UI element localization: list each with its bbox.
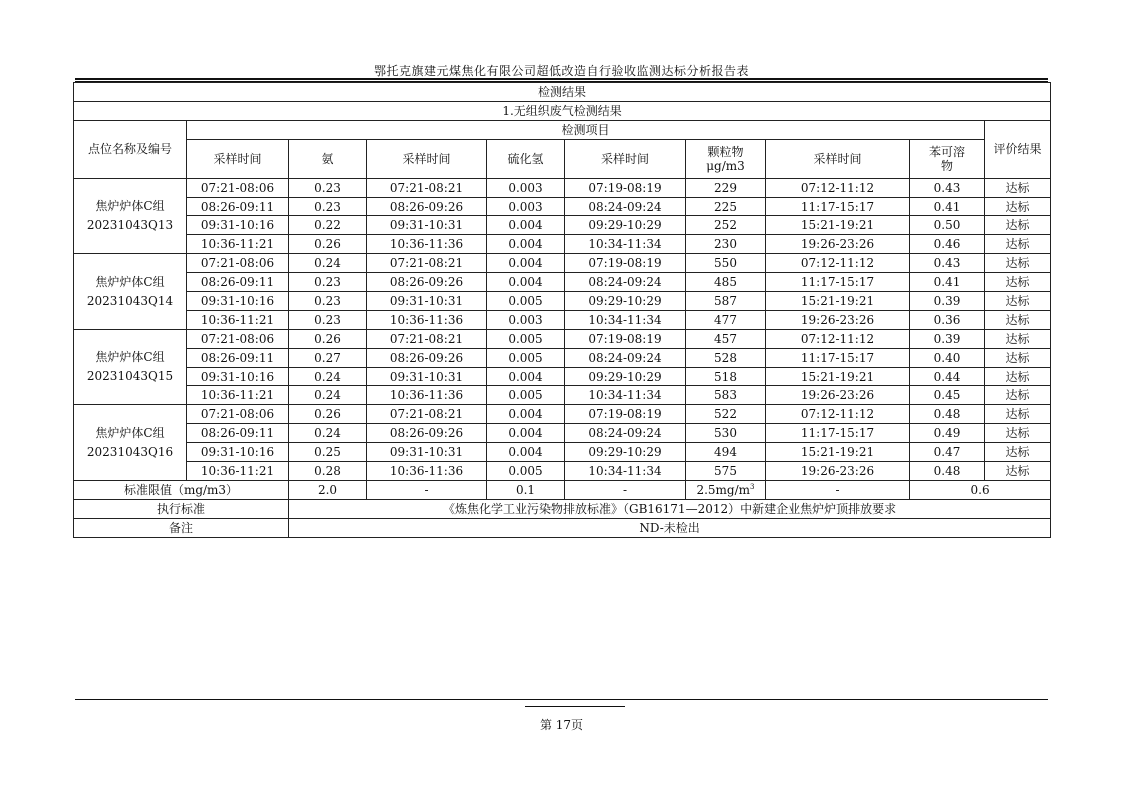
sample-time-ammonia: 10:36-11:21 xyxy=(187,235,289,254)
h2s-value: 0.004 xyxy=(487,443,565,462)
sample-time-pm: 09:29-10:29 xyxy=(565,292,686,311)
ammonia-value: 0.26 xyxy=(289,329,367,348)
benzene-solubles-value: 0.45 xyxy=(910,386,985,405)
sample-time-pm: 10:34-11:34 xyxy=(565,462,686,481)
point-name: 焦炉炉体C组 xyxy=(95,274,165,289)
limit-h2s: 0.1 xyxy=(487,480,565,499)
col-header-sample-time: 采样时间 xyxy=(766,139,910,178)
eval-result: 达标 xyxy=(985,329,1051,348)
ammonia-value: 0.23 xyxy=(289,178,367,197)
sample-time-benzene: 11:17-15:17 xyxy=(766,348,910,367)
table-row xyxy=(74,310,1051,329)
sample-time-h2s: 10:36-11:36 xyxy=(367,462,487,481)
pm-value: 522 xyxy=(686,405,766,424)
sample-time-h2s: 08:26-09:26 xyxy=(367,273,487,292)
section-title-row xyxy=(74,83,1051,102)
ammonia-value: 0.26 xyxy=(289,405,367,424)
table-row xyxy=(74,197,1051,216)
h2s-value: 0.004 xyxy=(487,367,565,386)
h2s-value: 0.004 xyxy=(487,235,565,254)
sample-time-ammonia: 08:26-09:11 xyxy=(187,197,289,216)
pm-value: 485 xyxy=(686,273,766,292)
sample-time-ammonia: 09:31-10:16 xyxy=(187,216,289,235)
limit-dash: - xyxy=(565,480,686,499)
table-row xyxy=(74,235,1051,254)
ammonia-value: 0.23 xyxy=(289,197,367,216)
col-header-ammonia: 氨 xyxy=(289,139,367,178)
table-row xyxy=(74,178,1051,197)
sample-time-pm: 09:29-10:29 xyxy=(565,216,686,235)
sample-time-pm: 08:24-09:24 xyxy=(565,273,686,292)
sample-time-pm: 07:19-08:19 xyxy=(565,178,686,197)
h2s-value: 0.005 xyxy=(487,348,565,367)
h2s-value: 0.005 xyxy=(487,462,565,481)
header-row-1 xyxy=(74,120,1051,139)
sample-time-ammonia: 07:21-08:06 xyxy=(187,329,289,348)
footer-short-rule xyxy=(525,706,625,707)
sample-time-h2s: 10:36-11:36 xyxy=(367,235,487,254)
results-table xyxy=(73,82,1051,538)
standard-value: 《炼焦化学工业污染物排放标准》（GB16171—2012）中新建企业焦炉炉顶排放要求 xyxy=(289,499,1051,518)
sample-time-ammonia: 10:36-11:21 xyxy=(187,386,289,405)
benzene-solubles-value: 0.36 xyxy=(910,310,985,329)
point-cell xyxy=(74,329,187,405)
h2s-value: 0.004 xyxy=(487,405,565,424)
sample-time-benzene: 15:21-19:21 xyxy=(766,216,910,235)
eval-result: 达标 xyxy=(985,386,1051,405)
sample-time-pm: 08:24-09:24 xyxy=(565,348,686,367)
eval-result: 达标 xyxy=(985,254,1051,273)
benzene-solubles-value: 0.41 xyxy=(910,273,985,292)
pm-value: 252 xyxy=(686,216,766,235)
sample-time-h2s: 08:26-09:26 xyxy=(367,197,487,216)
point-code: 20231043Q15 xyxy=(86,369,174,384)
sample-time-h2s: 08:26-09:26 xyxy=(367,424,487,443)
sample-time-h2s: 07:21-08:21 xyxy=(367,254,487,273)
table-row xyxy=(74,367,1051,386)
table-row xyxy=(74,462,1051,481)
table-row xyxy=(74,273,1051,292)
sample-time-ammonia: 09:31-10:16 xyxy=(187,443,289,462)
ammonia-value: 0.22 xyxy=(289,216,367,235)
benzene-solubles-value: 0.43 xyxy=(910,254,985,273)
sample-time-h2s: 10:36-11:36 xyxy=(367,310,487,329)
limit-row xyxy=(74,480,1051,499)
point-cell xyxy=(74,178,187,254)
benzene-solubles-value: 0.41 xyxy=(910,197,985,216)
sample-time-pm: 09:29-10:29 xyxy=(565,443,686,462)
footer-rule xyxy=(75,699,1048,700)
sample-time-pm: 07:19-08:19 xyxy=(565,329,686,348)
sample-time-ammonia: 10:36-11:21 xyxy=(187,462,289,481)
col-header-pm-unit: μg/m3 xyxy=(706,158,745,173)
h2s-value: 0.004 xyxy=(487,216,565,235)
col-header-h2s: 硫化氢 xyxy=(487,139,565,178)
pm-value: 583 xyxy=(686,386,766,405)
standard-label: 执行标准 xyxy=(74,499,289,518)
limit-benzene: 0.6 xyxy=(910,480,1051,499)
sample-time-pm: 07:19-08:19 xyxy=(565,254,686,273)
sample-time-h2s: 09:31-10:31 xyxy=(367,367,487,386)
limit-pm-superscript: 3 xyxy=(750,482,755,491)
sample-time-pm: 10:34-11:34 xyxy=(565,235,686,254)
h2s-value: 0.005 xyxy=(487,329,565,348)
benzene-solubles-value: 0.48 xyxy=(910,462,985,481)
sample-time-ammonia: 08:26-09:11 xyxy=(187,273,289,292)
sample-time-pm: 09:29-10:29 xyxy=(565,367,686,386)
ammonia-value: 0.26 xyxy=(289,235,367,254)
h2s-value: 0.003 xyxy=(487,178,565,197)
sample-time-pm: 08:24-09:24 xyxy=(565,197,686,216)
col-header-sample-time: 采样时间 xyxy=(367,139,487,178)
sample-time-ammonia: 07:21-08:06 xyxy=(187,178,289,197)
eval-result: 达标 xyxy=(985,367,1051,386)
table-row xyxy=(74,348,1051,367)
h2s-value: 0.004 xyxy=(487,273,565,292)
sample-time-ammonia: 10:36-11:21 xyxy=(187,310,289,329)
document-title: 鄂托克旗建元煤焦化有限公司超低改造自行验收监测达标分析报告表 xyxy=(373,64,749,78)
sample-time-benzene: 19:26-23:26 xyxy=(766,235,910,254)
pm-value: 225 xyxy=(686,197,766,216)
table-row xyxy=(74,254,1051,273)
point-name: 焦炉炉体C组 xyxy=(95,425,165,440)
table-row xyxy=(74,405,1051,424)
sample-time-benzene: 19:26-23:26 xyxy=(766,310,910,329)
sample-time-benzene: 11:17-15:17 xyxy=(766,273,910,292)
eval-result: 达标 xyxy=(985,348,1051,367)
benzene-solubles-value: 0.49 xyxy=(910,424,985,443)
pm-value: 494 xyxy=(686,443,766,462)
h2s-value: 0.003 xyxy=(487,197,565,216)
sample-time-pm: 07:19-08:19 xyxy=(565,405,686,424)
point-code: 20231043Q16 xyxy=(86,444,174,459)
h2s-value: 0.005 xyxy=(487,292,565,311)
eval-result: 达标 xyxy=(985,292,1051,311)
limit-ammonia: 2.0 xyxy=(289,480,367,499)
sample-time-ammonia: 09:31-10:16 xyxy=(187,367,289,386)
section-title: 检测结果 xyxy=(74,83,1051,102)
benzene-solubles-value: 0.50 xyxy=(910,216,985,235)
sample-time-h2s: 09:31-10:31 xyxy=(367,443,487,462)
sample-time-h2s: 08:26-09:26 xyxy=(367,348,487,367)
sample-time-benzene: 07:12-11:12 xyxy=(766,329,910,348)
sample-time-benzene: 19:26-23:26 xyxy=(766,462,910,481)
benzene-solubles-value: 0.46 xyxy=(910,235,985,254)
h2s-value: 0.005 xyxy=(487,386,565,405)
benzene-solubles-value: 0.47 xyxy=(910,443,985,462)
sample-time-ammonia: 07:21-08:06 xyxy=(187,405,289,424)
point-code: 20231043Q13 xyxy=(86,217,174,232)
benzene-solubles-value: 0.39 xyxy=(910,329,985,348)
eval-result: 达标 xyxy=(985,197,1051,216)
items-header: 检测项目 xyxy=(187,120,985,139)
pm-value: 550 xyxy=(686,254,766,273)
eval-result: 达标 xyxy=(985,443,1051,462)
col-header-sample-time: 采样时间 xyxy=(565,139,686,178)
point-name: 焦炉炉体C组 xyxy=(95,350,165,365)
table-row xyxy=(74,386,1051,405)
col-header-pm-label: 颗粒物 xyxy=(707,144,744,159)
standard-row xyxy=(74,499,1051,518)
pm-value: 528 xyxy=(686,348,766,367)
sample-time-ammonia: 08:26-09:11 xyxy=(187,348,289,367)
ammonia-value: 0.23 xyxy=(289,273,367,292)
ammonia-value: 0.25 xyxy=(289,443,367,462)
pm-value: 530 xyxy=(686,424,766,443)
pm-value: 230 xyxy=(686,235,766,254)
eval-result: 达标 xyxy=(985,405,1051,424)
table-row xyxy=(74,443,1051,462)
page-number: 第 17页 xyxy=(539,718,584,732)
limit-pm-value: 2.5mg/m xyxy=(696,482,751,497)
limit-dash: - xyxy=(367,480,487,499)
benzene-solubles-value: 0.44 xyxy=(910,367,985,386)
note-row xyxy=(74,518,1051,537)
sample-time-benzene: 11:17-15:17 xyxy=(766,197,910,216)
pm-value: 587 xyxy=(686,292,766,311)
header-rule-thick xyxy=(75,78,1048,80)
eval-result: 达标 xyxy=(985,462,1051,481)
eval-result: 达标 xyxy=(985,216,1051,235)
benzene-solubles-value: 0.40 xyxy=(910,348,985,367)
eval-result: 达标 xyxy=(985,178,1051,197)
limit-label: 标准限值（mg/m3） xyxy=(74,480,289,499)
sample-time-benzene: 11:17-15:17 xyxy=(766,424,910,443)
sample-time-benzene: 19:26-23:26 xyxy=(766,386,910,405)
sub-title: 1.无组织废气检测结果 xyxy=(74,101,1051,120)
ammonia-value: 0.28 xyxy=(289,462,367,481)
sample-time-benzene: 15:21-19:21 xyxy=(766,367,910,386)
point-cell xyxy=(74,405,187,481)
h2s-value: 0.003 xyxy=(487,310,565,329)
pm-value: 229 xyxy=(686,178,766,197)
sample-time-pm: 10:34-11:34 xyxy=(565,310,686,329)
eval-result: 达标 xyxy=(985,310,1051,329)
sample-time-pm: 10:34-11:34 xyxy=(565,386,686,405)
ammonia-value: 0.24 xyxy=(289,424,367,443)
sample-time-ammonia: 07:21-08:06 xyxy=(187,254,289,273)
pm-value: 457 xyxy=(686,329,766,348)
limit-pm xyxy=(686,480,766,499)
eval-header: 评价结果 xyxy=(985,120,1051,178)
col-header-sample-time: 采样时间 xyxy=(187,139,289,178)
table-row xyxy=(74,292,1051,311)
point-cell xyxy=(74,254,187,330)
note-value: ND-未检出 xyxy=(289,518,1051,537)
ammonia-value: 0.24 xyxy=(289,254,367,273)
sample-time-ammonia: 09:31-10:16 xyxy=(187,292,289,311)
benzene-solubles-value: 0.43 xyxy=(910,178,985,197)
table-row xyxy=(74,329,1051,348)
benzene-solubles-value: 0.48 xyxy=(910,405,985,424)
sample-time-benzene: 07:12-11:12 xyxy=(766,178,910,197)
point-header: 点位名称及编号 xyxy=(74,120,187,178)
eval-result: 达标 xyxy=(985,273,1051,292)
ammonia-value: 0.27 xyxy=(289,348,367,367)
benzene-solubles-value: 0.39 xyxy=(910,292,985,311)
col-header-benzene-solubles: 苯可溶物 xyxy=(910,139,985,178)
sample-time-h2s: 10:36-11:36 xyxy=(367,386,487,405)
ammonia-value: 0.24 xyxy=(289,386,367,405)
col-header-pm xyxy=(686,139,766,178)
point-name: 焦炉炉体C组 xyxy=(95,198,165,213)
sample-time-benzene: 15:21-19:21 xyxy=(766,443,910,462)
sample-time-pm: 08:24-09:24 xyxy=(565,424,686,443)
eval-result: 达标 xyxy=(985,424,1051,443)
sample-time-h2s: 09:31-10:31 xyxy=(367,292,487,311)
sample-time-h2s: 07:21-08:21 xyxy=(367,329,487,348)
eval-result: 达标 xyxy=(985,235,1051,254)
sample-time-h2s: 07:21-08:21 xyxy=(367,178,487,197)
point-code: 20231043Q14 xyxy=(86,293,174,308)
pm-value: 575 xyxy=(686,462,766,481)
table-row xyxy=(74,424,1051,443)
limit-dash: - xyxy=(766,480,910,499)
sample-time-benzene: 15:21-19:21 xyxy=(766,292,910,311)
ammonia-value: 0.24 xyxy=(289,367,367,386)
pm-value: 477 xyxy=(686,310,766,329)
header-row-2 xyxy=(74,139,1051,178)
sample-time-ammonia: 08:26-09:11 xyxy=(187,424,289,443)
pm-value: 518 xyxy=(686,367,766,386)
table-row xyxy=(74,216,1051,235)
sample-time-h2s: 07:21-08:21 xyxy=(367,405,487,424)
sub-title-row xyxy=(74,101,1051,120)
sample-time-benzene: 07:12-11:12 xyxy=(766,254,910,273)
ammonia-value: 0.23 xyxy=(289,292,367,311)
note-label: 备注 xyxy=(74,518,289,537)
h2s-value: 0.004 xyxy=(487,424,565,443)
sample-time-h2s: 09:31-10:31 xyxy=(367,216,487,235)
ammonia-value: 0.23 xyxy=(289,310,367,329)
sample-time-benzene: 07:12-11:12 xyxy=(766,405,910,424)
h2s-value: 0.004 xyxy=(487,254,565,273)
